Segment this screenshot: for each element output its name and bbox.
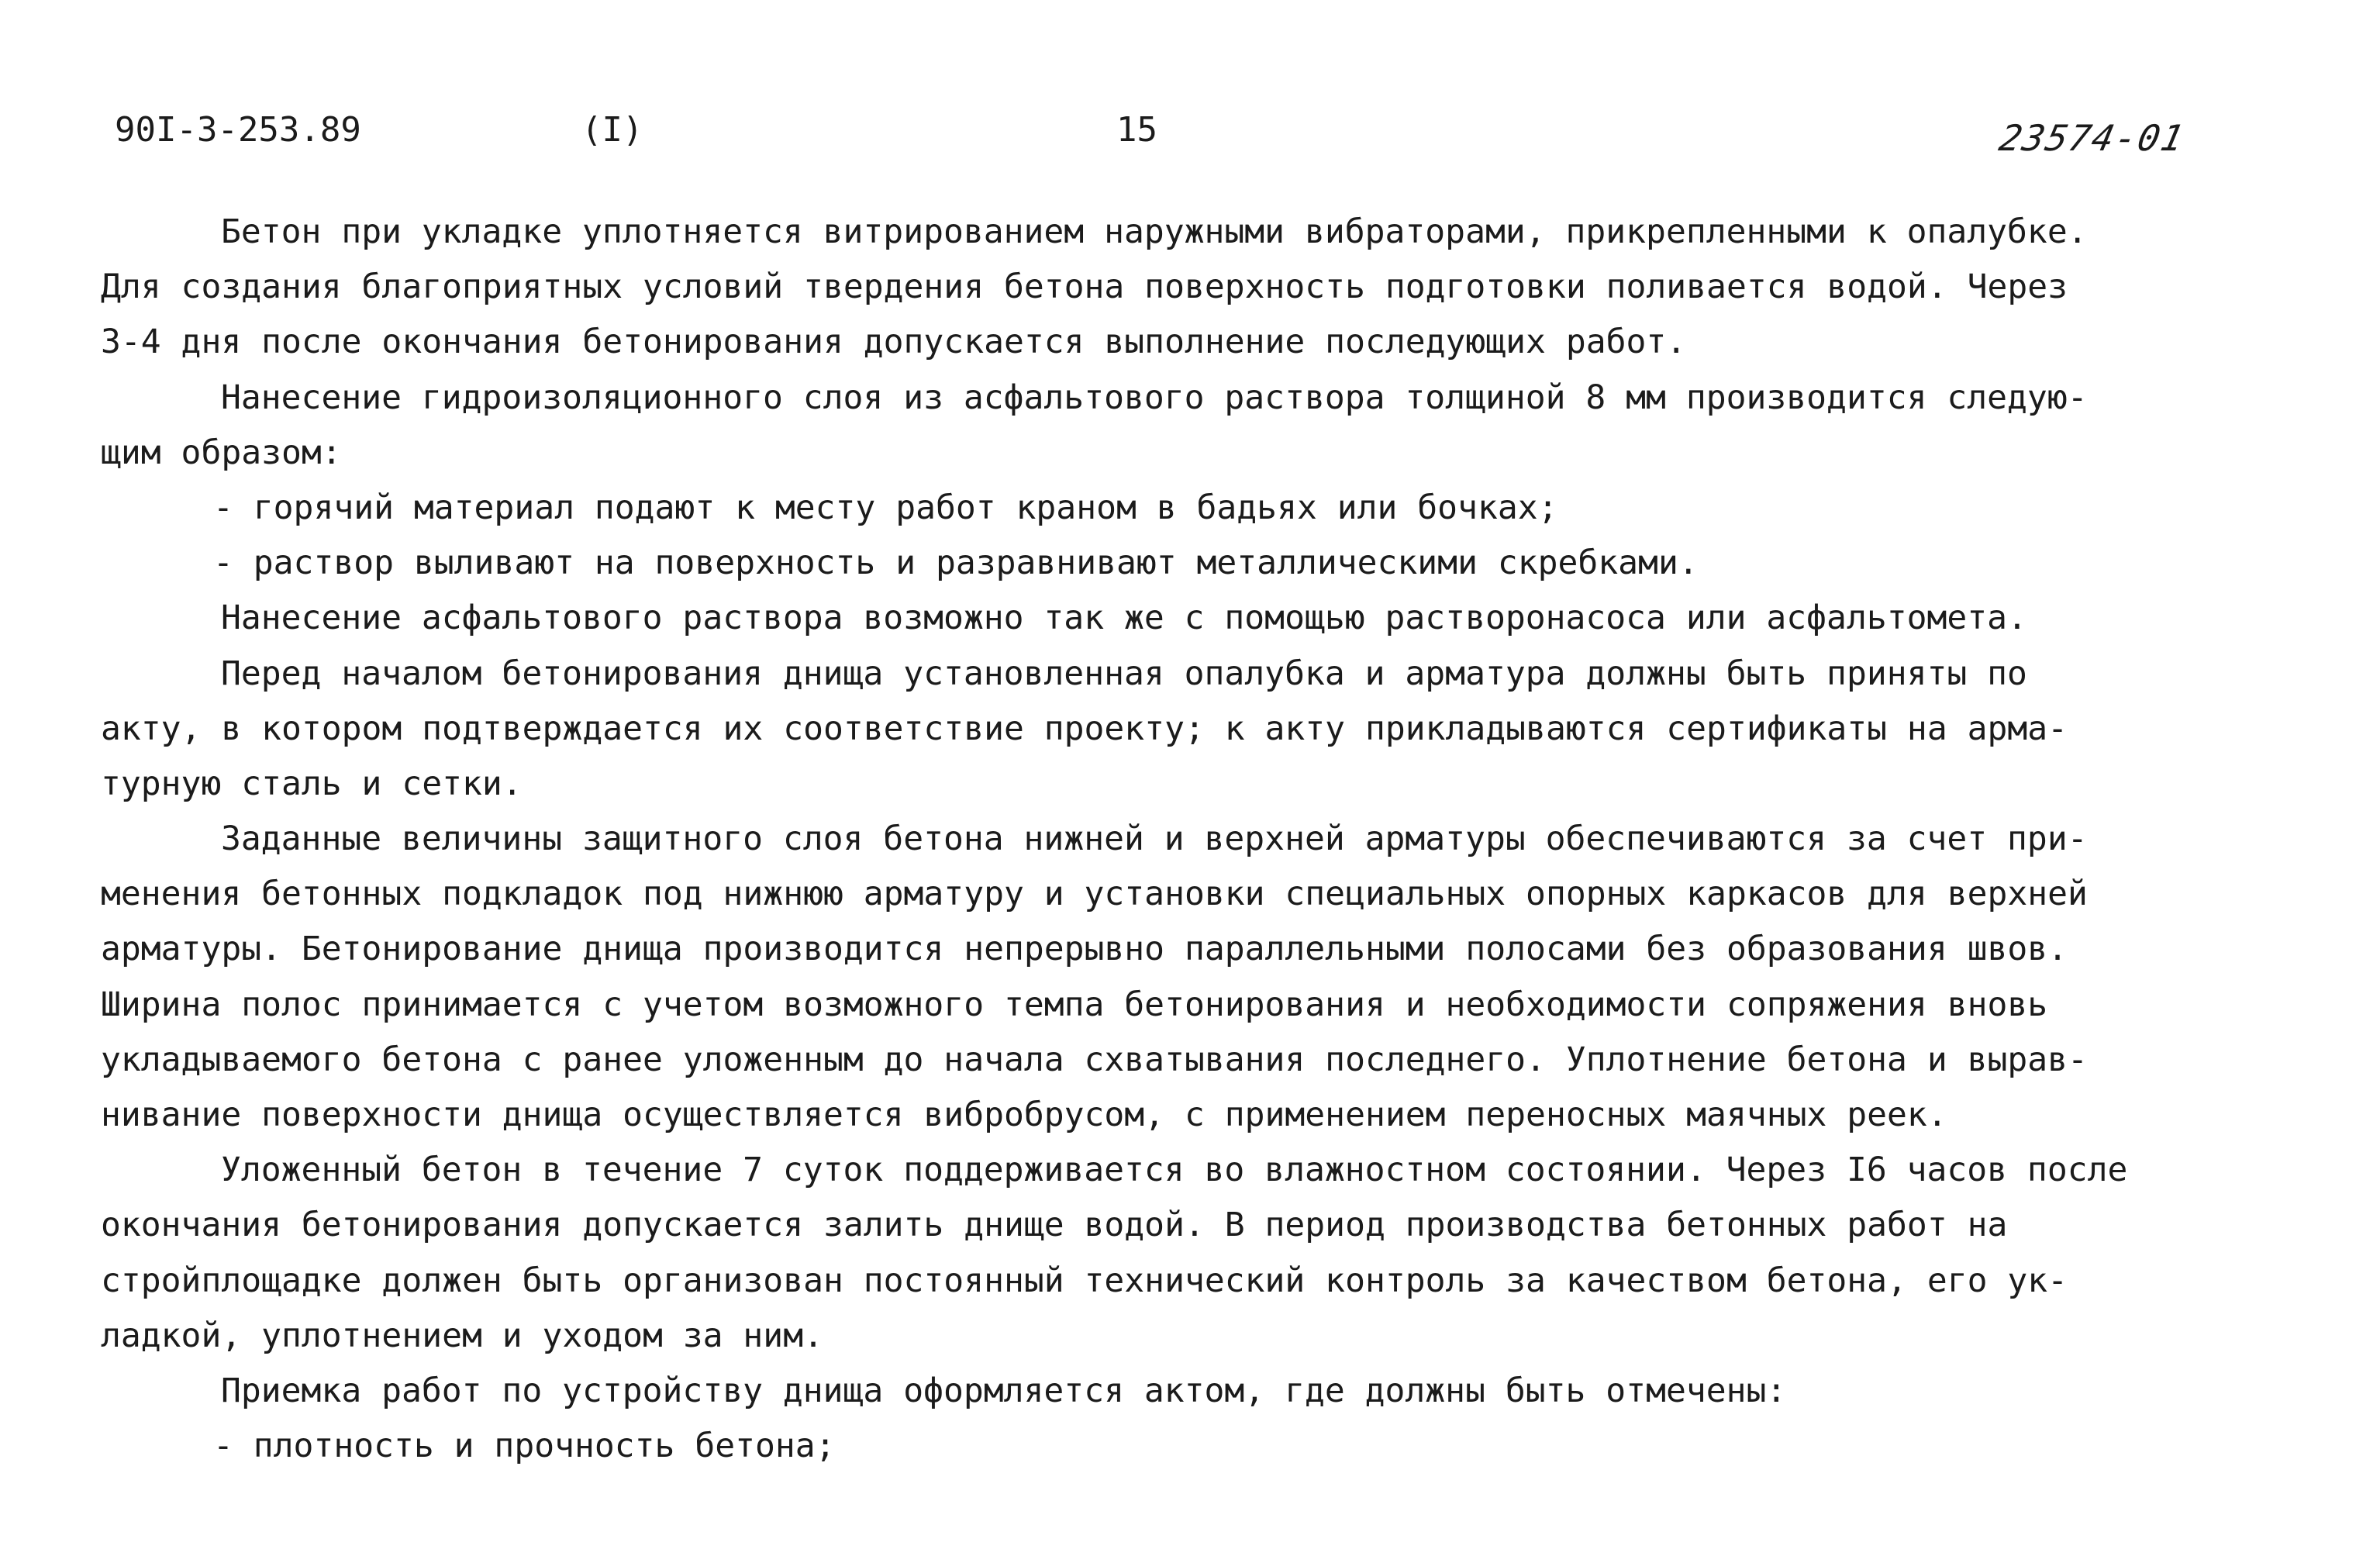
text-line: Нанесение асфальтового раствора возможно так же с помощью растворонасоса или асфальтомета. — [221, 599, 2027, 638]
text-line: ладкой, уплотнением и уходом за ним. — [101, 1316, 823, 1355]
text-line: Бетон при укладке уплотняется витрированием наружными вибраторами, прикрепленными к опалубке. — [221, 212, 2088, 251]
text-line: менения бетонных подкладок под нижнюю арматуру и установки специальных опорных каркасов для верхней — [101, 875, 2088, 914]
page-number: 15 — [1116, 110, 1157, 150]
body-text — [101, 205, 2349, 1474]
sheet-code: 23574-01 — [1995, 117, 2189, 159]
text-line: турную сталь и сетки. — [101, 764, 523, 803]
text-line: щим образом: — [101, 433, 342, 472]
text-line: Приемка работ по устройству днища оформляется актом, где должны быть отмечены: — [221, 1371, 1787, 1410]
text-line: 3-4 дня после окончания бетонирования допускается выполнение последующих работ. — [101, 323, 1687, 362]
text-line: стройплощадке должен быть организован постоянный технический контроль за качеством бетона, его ук- — [101, 1261, 2068, 1300]
text-line: Для создания благоприятных условий твердения бетона поверхность подготовки поливается водой. Через — [101, 267, 2068, 307]
text-line: Ширина полос принимается с учетом возможного темпа бетонирования и необходимости сопряжения вновь — [101, 985, 2048, 1024]
text-line: нивание поверхности днища осуществляется вибробрусом, с применением переносных маячных реек. — [101, 1095, 1947, 1134]
text-line: акту, в котором подтверждается их соответствие проекту; к акту прикладываются сертификаты на арма- — [101, 709, 2068, 748]
text-line: Уложенный бетон в течение 7 суток поддерживается во влажностном состоянии. Через I6 часов после — [221, 1151, 2128, 1190]
text-line: Заданные величины защитного слоя бетона нижней и верхней арматуры обеспечиваются за счет при- — [221, 819, 2088, 859]
text-line: Перед началом бетонирования днища установленная опалубка и арматура должны быть приняты по — [221, 654, 2027, 693]
document-code: 90I-3-253.89 — [115, 110, 361, 150]
document-part: (I) — [581, 110, 643, 150]
list-item: - горячий материал подают к месту работ краном в бадьях или бочках; — [213, 488, 1558, 527]
list-item: - плотность и прочность бетона; — [213, 1427, 836, 1466]
list-item: - раствор выливают на поверхность и разравнивают металлическими скребками. — [213, 543, 1699, 583]
text-line: арматуры. Бетонирование днища производится непрерывно параллельными полосами без образования швов. — [101, 930, 2068, 969]
text-line: Нанесение гидроизоляционного слоя из асфальтового раствора толщиной 8 мм производится следую- — [221, 378, 2088, 417]
text-line: укладываемого бетона с ранее уложенным до начала схватывания последнего. Уплотнение бетона и вырав- — [101, 1040, 2088, 1079]
text-line: окончания бетонирования допускается залить днище водой. В период производства бетонных работ на — [101, 1206, 2008, 1245]
